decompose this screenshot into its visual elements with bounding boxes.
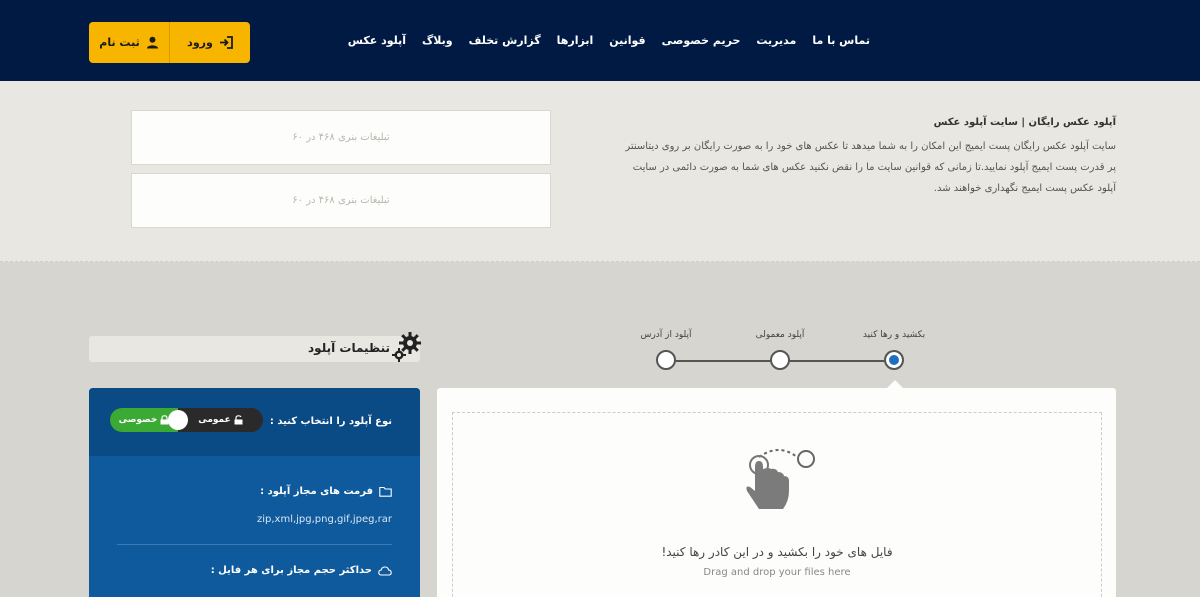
step-dot[interactable] bbox=[770, 350, 790, 370]
login-button[interactable] bbox=[169, 22, 250, 63]
upload-settings-panel bbox=[89, 388, 420, 597]
nav-privacy[interactable]: حریم خصوصی bbox=[661, 34, 741, 47]
nav-contact[interactable]: تماس با ما bbox=[812, 34, 870, 47]
step-url-upload[interactable] bbox=[616, 322, 716, 370]
upload-type-row bbox=[89, 388, 420, 456]
formats-title-text: فرمت های مجاز آپلود : bbox=[260, 486, 373, 497]
cloud-icon bbox=[378, 566, 392, 576]
toggle-public-label: عمومی bbox=[198, 415, 231, 425]
nav-report-abuse[interactable]: گزارش تخلف bbox=[468, 34, 541, 47]
settings-title: تنظیمات آپلود bbox=[308, 341, 390, 355]
public-private-toggle[interactable] bbox=[110, 408, 263, 432]
site-about bbox=[616, 117, 1116, 199]
nav-tools[interactable]: ابزارها bbox=[556, 34, 594, 47]
toggle-public[interactable] bbox=[178, 408, 263, 432]
upload-settings-header bbox=[89, 336, 420, 362]
ad-banner[interactable]: تبلیغات بنری ۴۶۸ در ۶۰ bbox=[131, 173, 551, 228]
dropzone-text: فایل های خود را بکشید و در این کادر رها کنید! bbox=[661, 545, 893, 559]
user-icon bbox=[146, 36, 159, 49]
auth-buttons bbox=[89, 22, 250, 63]
step-dot[interactable] bbox=[656, 350, 676, 370]
dropzone-subtext: Drag and drop your files here bbox=[703, 567, 851, 578]
nav-upload-photo[interactable]: آپلود عکس bbox=[347, 34, 407, 47]
toggle-knob[interactable] bbox=[168, 410, 188, 430]
upload-card bbox=[437, 388, 1116, 597]
ad-banner[interactable]: تبلیغات بنری ۴۶۸ در ۶۰ bbox=[131, 110, 551, 165]
sign-in-icon bbox=[219, 36, 233, 49]
main-nav bbox=[348, 0, 870, 81]
nav-blog[interactable]: وبلاگ bbox=[422, 34, 453, 47]
upload-method-steps bbox=[638, 322, 938, 382]
dropzone[interactable] bbox=[452, 412, 1102, 597]
register-button[interactable] bbox=[89, 22, 169, 63]
intro-section bbox=[0, 81, 1200, 262]
max-size-title-text: حداکثر حجم مجاز برای هر فایل : bbox=[210, 565, 372, 576]
about-text: سایت آپلود عکس رایگان پست ایمیج این امکان را به شما میدهد تا عکس های خود را به صورت رایگان بر روی دیتاسنتر پر قدرت پست ایمیج آپلود نمایید.تا زمانی که قوانین سایت ما را نقض نکنید عکس های شما به صورت دائمی در سایت آپلود عکس پست ایمیج نگهداری خواهند شد. bbox=[625, 141, 1116, 194]
drag-hand-icon bbox=[739, 439, 819, 519]
unlock-icon bbox=[234, 415, 243, 425]
login-label: ورود bbox=[187, 36, 213, 49]
upload-area bbox=[0, 262, 1200, 597]
nav-rules[interactable]: قوانین bbox=[609, 34, 646, 47]
upload-type-question: نوع آپلود را انتخاب کنید : bbox=[269, 416, 392, 427]
register-label: ثبت نام bbox=[99, 36, 140, 49]
nav-admin[interactable]: مدیریت bbox=[756, 34, 797, 47]
step-label: آپلود از آدرس bbox=[640, 330, 692, 340]
card-pointer bbox=[886, 380, 904, 389]
step-label: بکشید و رها کنید bbox=[862, 330, 926, 340]
step-dot-active[interactable] bbox=[884, 350, 904, 370]
about-title: آپلود عکس رایگان | سایت آپلود عکس bbox=[933, 117, 1116, 128]
max-size-title bbox=[211, 565, 392, 576]
allowed-formats-title bbox=[260, 486, 392, 497]
allowed-formats-value: zip,xml,jpg,png,gif,jpeg,rar bbox=[256, 514, 392, 525]
step-label: آپلود معمولی bbox=[755, 330, 805, 340]
step-normal-upload[interactable] bbox=[730, 322, 830, 370]
panel-divider bbox=[117, 544, 392, 545]
gears-icon bbox=[390, 330, 424, 364]
toggle-private-label: خصوصی bbox=[118, 415, 158, 425]
step-drag-drop[interactable] bbox=[844, 322, 944, 370]
folder-icon bbox=[379, 486, 392, 497]
top-navbar bbox=[0, 0, 1200, 81]
